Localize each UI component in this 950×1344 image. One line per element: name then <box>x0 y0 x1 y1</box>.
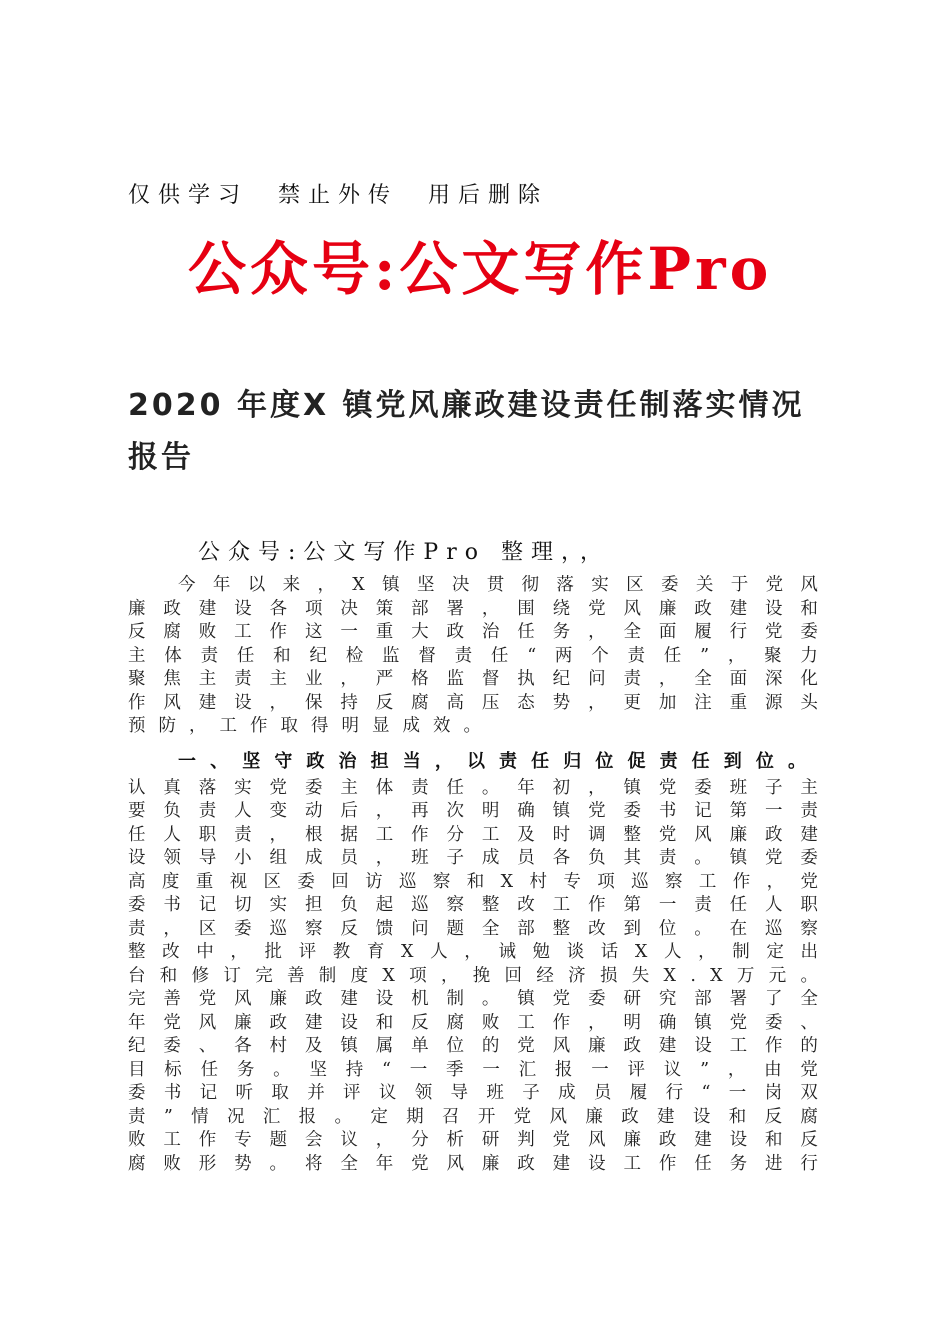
section-heading: 一、坚守政治担当，以责任归位促责任到位。 <box>178 750 818 772</box>
paragraph-line: 认真落实党委主体责任。年初，镇党委班子主 <box>128 777 836 798</box>
paragraph-line: 败工作专题会议，分析研判党风廉政建设和反 <box>128 1130 836 1150</box>
paragraph-line: 今年以来，X镇坚决贯彻落实区委关于党风 <box>178 575 836 595</box>
paragraph-line: 责”情况汇报。定期召开党风廉政建设和反腐 <box>128 1106 837 1127</box>
paragraph-line: 主体责任和纪检监督责任“两个责任”，聚力 <box>128 645 837 666</box>
paragraph-line: 年党风廉政建设和反腐败工作，明确镇党委、 <box>128 1012 836 1033</box>
paragraph-line: 腐败形势。将全年党风廉政建设工作任务进行 <box>128 1153 836 1174</box>
paragraph-line: 设领导小组成员，班子成员各负其责。镇党委 <box>128 848 836 868</box>
paragraph-line: 整改中，批评教育X人，诫勉谈话X人，制定出 <box>128 942 835 962</box>
paragraph-line: 委书记听取并评议领导班子成员履行“一岗双 <box>128 1083 837 1103</box>
paragraph-line: 纪委、各村及镇属单位的党风廉政建设工作的 <box>128 1036 836 1056</box>
document-byline: 公众号:公文写作Pro 整理，， <box>198 540 610 565</box>
brand-watermark: 公众号:公文写作Pro <box>188 235 773 303</box>
paragraph-line: 完善党风廉政建设机制。镇党委研究部署了全 <box>128 989 836 1009</box>
paragraph-line: 目标任务。坚持“一季一汇报一评议”，由党 <box>128 1059 837 1080</box>
paragraph-line: 高度重视区委回访巡察和X村专项巡察工作，党 <box>128 871 835 892</box>
paragraph-line: 任人职责，根据工作分工及时调整党风廉政建 <box>128 824 836 845</box>
paragraph-line: 预防，工作取得明显成效。 <box>128 716 494 736</box>
document-body <box>128 574 837 1176</box>
paragraph-line: 委书记切实担负起巡察整改工作第一责任人职 <box>128 895 836 915</box>
paragraph-line: 要负责人变动后，再次明确镇党委书记第一责 <box>128 801 836 821</box>
usage-notice: 仅供学习 禁止外传 用后删除 <box>128 183 548 208</box>
paragraph-line: 作风建设，保持反腐高压态势，更加注重源头 <box>128 692 836 713</box>
paragraph-line: 反腐败工作这一重大政治任务，全面履行党委 <box>128 622 836 642</box>
paragraph-line: 责，区委巡察反馈问题全部整改到位。在巡察 <box>128 918 836 939</box>
paragraph-line: 廉政建设各项决策部署，围绕党风廉政建设和 <box>128 598 836 619</box>
paragraph-line: 台和修订完善制度X项，挽回经济损失X.X万元。 <box>128 965 833 986</box>
document-title: 2020 年度X 镇党风廉政建设责任制落实情况报告 <box>128 388 805 475</box>
paragraph-line: 聚焦主责主业，严格监督执纪问责，全面深化 <box>128 669 836 689</box>
